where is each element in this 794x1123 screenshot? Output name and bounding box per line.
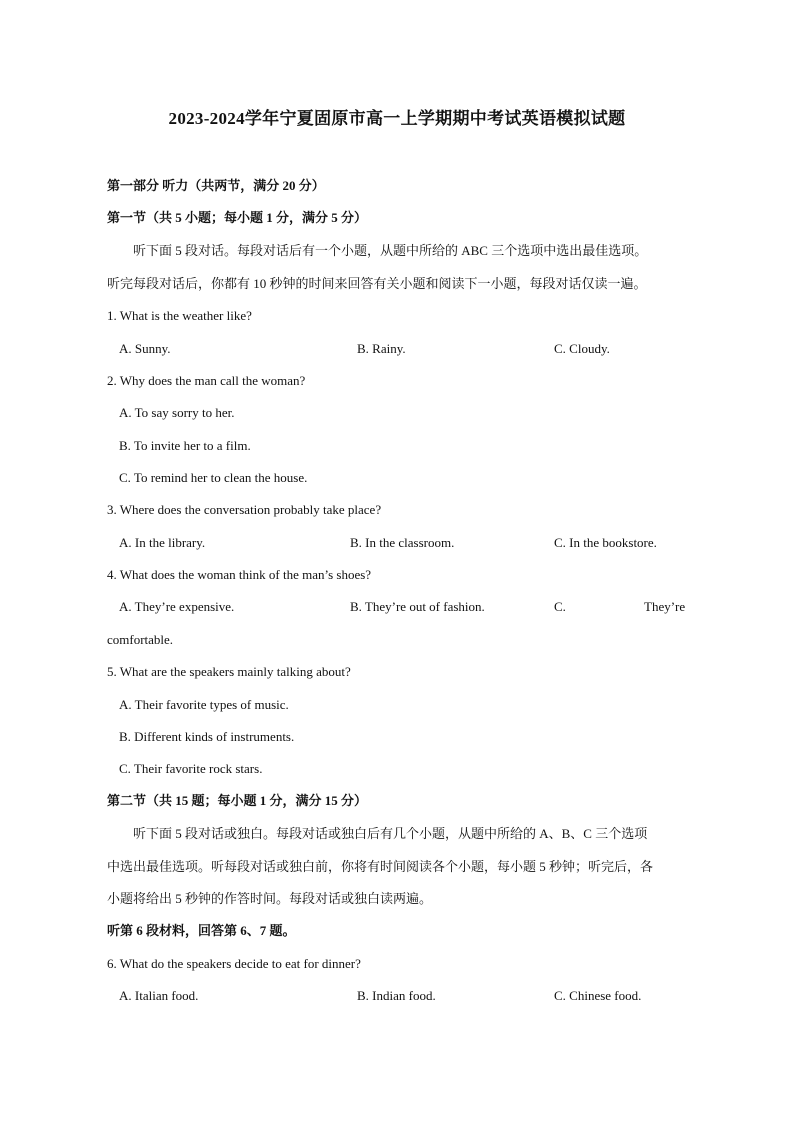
section1-instructions-line1: 听下面 5 段对话。每段对话后有一个小题，从题中所给的 ABC 三个选项中选出最佳选项。 <box>133 243 648 258</box>
question-2-option-a: A. To say sorry to her. <box>119 405 235 420</box>
question-5-option-a: A. Their favorite types of music. <box>119 697 289 712</box>
question-4-option-b: B. They’re out of fashion. <box>350 599 485 614</box>
question-4-stem: 4. What does the woman think of the man’s shoes? <box>107 567 372 582</box>
section1-instructions-line2: 听完每段对话后，你都有 10 秒钟的时间来回答有关小题和阅读下一小题，每段对话仅读一遍。 <box>107 276 647 291</box>
question-2-option-b: B. To invite her to a film. <box>119 438 251 453</box>
section2-instructions-line1: 听下面 5 段对话或独白。每段对话或独白后有几个小题，从题中所给的 A、B、C 三个选项 <box>133 826 648 841</box>
question-3-stem: 3. Where does the conversation probably take place? <box>107 502 382 517</box>
question-4-option-c-text-continued: comfortable. <box>107 632 174 647</box>
question-5-stem: 5. What are the speakers mainly talking about? <box>107 664 351 679</box>
question-4-option-c-letter: C. <box>554 599 566 614</box>
question-5-option-c: C. Their favorite rock stars. <box>119 761 263 776</box>
question-4-option-a: A. They’re expensive. <box>119 599 235 614</box>
question-1-option-b: B. Rainy. <box>357 341 406 356</box>
question-3-option-b: B. In the classroom. <box>350 535 455 550</box>
section1-heading: 第一节（共 5 小题；每小题 1 分，满分 5 分） <box>107 210 368 225</box>
question-6-option-a: A. Italian food. <box>119 988 199 1003</box>
material-6-heading: 听第 6 段材料，回答第 6、7 题。 <box>107 923 296 938</box>
question-6-option-c: C. Chinese food. <box>554 988 642 1003</box>
question-2-option-c: C. To remind her to clean the house. <box>119 470 308 485</box>
question-6-option-b: B. Indian food. <box>357 988 436 1003</box>
page-title: 2023-2024学年宁夏固原市高一上学期期中考试英语模拟试题 <box>168 109 626 128</box>
question-6-stem: 6. What do the speakers decide to eat for dinner? <box>107 956 361 971</box>
section2-instructions-line3: 小题将给出 5 秒钟的作答时间。每段对话或独白读两遍。 <box>107 891 433 906</box>
question-1-stem: 1. What is the weather like? <box>107 308 252 323</box>
section2-instructions-line2: 中选出最佳选项。听每段对话或独白前，你将有时间阅读各个小题，每小题 5 秒钟；听完后，各 <box>107 859 654 874</box>
question-1-option-a: A. Sunny. <box>119 341 171 356</box>
question-1-option-c: C. Cloudy. <box>554 341 610 356</box>
question-2-stem: 2. Why does the man call the woman? <box>107 373 306 388</box>
question-3-option-c: C. In the bookstore. <box>554 535 657 550</box>
part1-heading: 第一部分 听力（共两节，满分 20 分） <box>107 178 325 193</box>
question-3-option-a: A. In the library. <box>119 535 206 550</box>
section2-heading: 第二节（共 15 题；每小题 1 分，满分 15 分） <box>107 793 368 808</box>
question-5-option-b: B. Different kinds of instruments. <box>119 729 295 744</box>
question-4-option-c-text: They’re <box>644 599 686 614</box>
